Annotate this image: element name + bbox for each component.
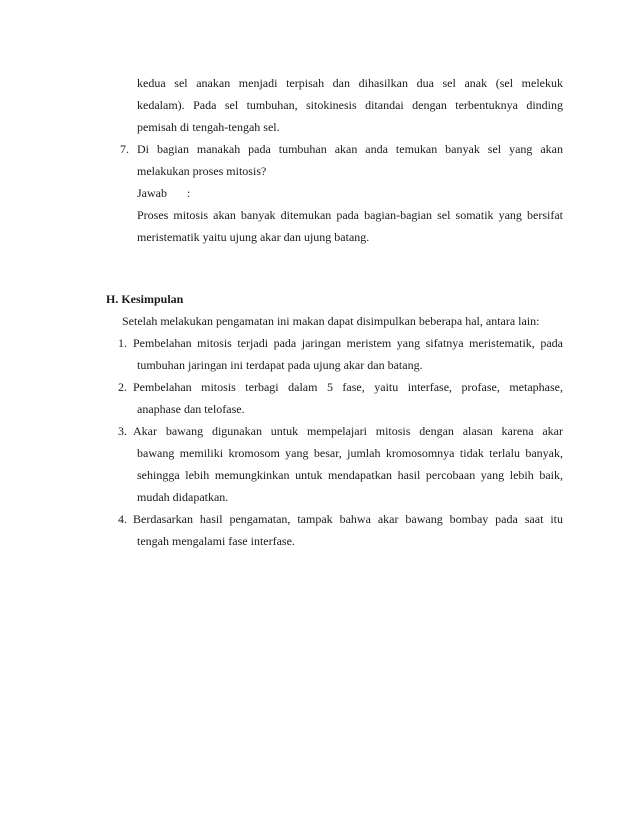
text-line: melakukan proses mitosis? <box>137 164 267 178</box>
item-number: 3. <box>118 424 127 438</box>
text-line: tumbuhan jaringan ini terdapat pada ujung akar dan batang. <box>137 358 423 372</box>
text-line: tengah mengalami fase interfase. <box>137 534 295 548</box>
question-7-text <box>137 138 563 182</box>
conclusion-item-3 <box>133 420 563 508</box>
text-line: anaphase dan telofase. <box>137 402 245 416</box>
text-line: mudah didapatkan. <box>137 490 229 504</box>
conclusion-item-1 <box>133 332 563 376</box>
question-number: 7. <box>120 142 129 156</box>
continuation-paragraph <box>137 72 563 138</box>
text-line: Di bagian manakah pada tumbuhan akan anda temukan banyak sel yang akan <box>137 142 563 156</box>
text-line: Pembelahan mitosis terjadi pada jaringan meristem yang sifatnya meristematik, pada <box>133 336 563 350</box>
text-line: pemisah di tengah-tengah sel. <box>137 120 280 134</box>
answer-text <box>137 204 563 248</box>
text-line: Akar bawang digunakan untuk mempelajari mitosis dengan alasan karena akar <box>133 424 563 438</box>
item-number: 2. <box>118 380 127 394</box>
item-number: 1. <box>118 336 127 350</box>
text-line: bawang memiliki kromosom yang besar, jumlah kromosomnya tidak terlalu banyak, <box>137 446 563 460</box>
section-heading: H. Kesimpulan <box>106 292 184 306</box>
text-line: meristematik yaitu ujung akar dan ujung batang. <box>137 230 370 244</box>
section-intro: Setelah melakukan pengamatan ini makan dapat disimpulkan beberapa hal, antara lain: <box>122 314 540 328</box>
text-line: Berdasarkan hasil pengamatan, tampak bahwa akar bawang bombay pada saat itu <box>133 512 563 526</box>
answer-colon: : <box>187 186 191 200</box>
text-line: sehingga lebih memungkinkan untuk mendapatkan hasil percobaan yang lebih baik, <box>137 468 563 482</box>
conclusion-item-4 <box>133 508 563 552</box>
text-line: Pembelahan mitosis terbagi dalam 5 fase, yaitu interfase, profase, metaphase, <box>133 380 563 394</box>
text-line: kedua sel anakan menjadi terpisah dan dihasilkan dua sel anak (sel melekuk <box>137 76 563 90</box>
text-line: Proses mitosis akan banyak ditemukan pada bagian-bagian sel somatik yang bersifat <box>137 208 563 222</box>
item-number: 4. <box>118 512 127 526</box>
answer-label: Jawab <box>137 186 167 200</box>
text-line: kedalam). Pada sel tumbuhan, sitokinesis ditandai dengan terbentuknya dinding <box>137 98 563 112</box>
conclusion-item-2 <box>133 376 563 420</box>
